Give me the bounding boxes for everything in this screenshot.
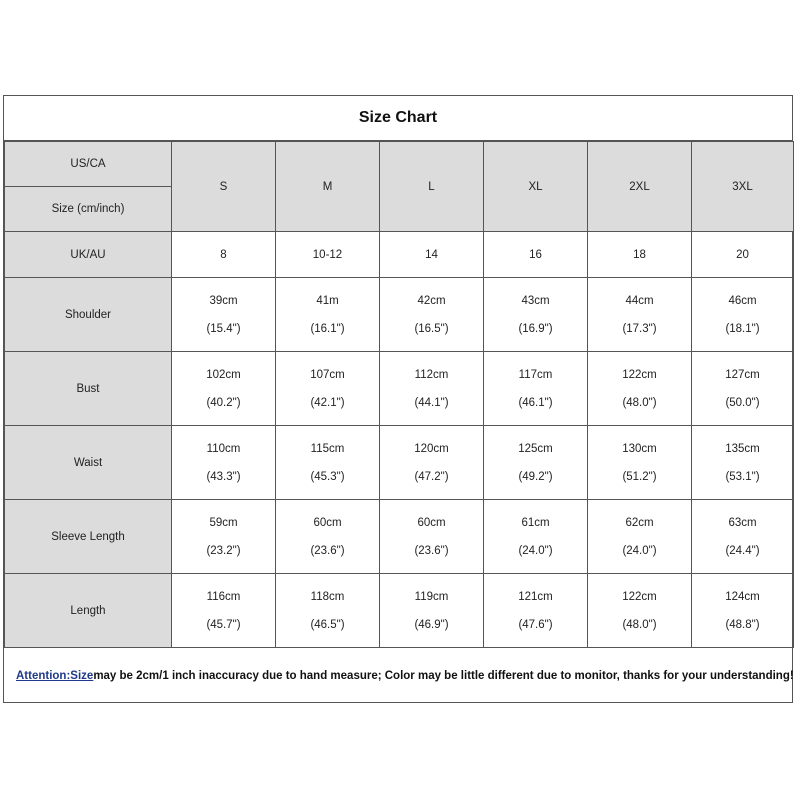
uk-au-value: 10-12 xyxy=(276,232,380,278)
uk-au-value: 20 xyxy=(692,232,794,278)
measurement-row xyxy=(5,426,794,500)
measurement-cell xyxy=(692,500,794,574)
measurement-cell xyxy=(484,278,588,352)
measurement-cell xyxy=(380,574,484,648)
inch-value: (42.1") xyxy=(310,396,345,409)
inch-value: (49.2") xyxy=(518,470,553,483)
measurement-cell xyxy=(380,426,484,500)
measurement-cell xyxy=(380,278,484,352)
measurement-cell xyxy=(380,352,484,426)
inch-value: (43.3") xyxy=(206,470,241,483)
chart-title: Size Chart xyxy=(4,96,792,141)
size-header-xl: XL xyxy=(484,142,588,232)
cm-value: 125cm xyxy=(518,442,553,455)
measurement-cell xyxy=(172,574,276,648)
cm-value: 112cm xyxy=(414,368,449,381)
inch-value: (23.6") xyxy=(414,544,449,557)
cm-value: 124cm xyxy=(725,590,760,603)
measurement-row xyxy=(5,574,794,648)
measurement-cell xyxy=(276,500,380,574)
inch-value: (24.4") xyxy=(725,544,760,557)
measurement-label: Shoulder xyxy=(5,278,172,352)
measurement-row xyxy=(5,500,794,574)
size-table xyxy=(4,141,794,648)
cm-value: 115cm xyxy=(310,442,345,455)
inch-value: (46.5") xyxy=(310,618,345,631)
cm-value: 135cm xyxy=(725,442,760,455)
uk-au-value: 18 xyxy=(588,232,692,278)
inch-value: (46.9") xyxy=(414,618,449,631)
uk-au-value: 16 xyxy=(484,232,588,278)
cm-value: 117cm xyxy=(518,368,553,381)
measurement-cell xyxy=(692,352,794,426)
inch-value: (45.3") xyxy=(310,470,345,483)
inch-value: (40.2") xyxy=(206,396,241,409)
measurement-cell xyxy=(484,352,588,426)
measurement-cell xyxy=(276,426,380,500)
measurement-label: Length xyxy=(5,574,172,648)
measurement-cell xyxy=(172,352,276,426)
inch-value: (18.1") xyxy=(725,322,760,335)
inch-value: (53.1") xyxy=(725,470,760,483)
cm-value: 39cm xyxy=(209,294,238,307)
cm-value: 119cm xyxy=(414,590,449,603)
cm-value: 60cm xyxy=(417,516,446,529)
cm-value: 107cm xyxy=(310,368,345,381)
measurement-cell xyxy=(588,278,692,352)
cm-value: 110cm xyxy=(206,442,241,455)
inch-value: (45.7") xyxy=(206,618,241,631)
inch-value: (16.1") xyxy=(310,322,345,335)
size-unit-label: Size (cm/inch) xyxy=(5,187,172,232)
uk-au-value: 14 xyxy=(380,232,484,278)
cm-value: 59cm xyxy=(209,516,238,529)
size-header-s: S xyxy=(172,142,276,232)
measurement-cell xyxy=(380,500,484,574)
cm-value: 127cm xyxy=(725,368,760,381)
inch-value: (17.3") xyxy=(622,322,657,335)
cm-value: 118cm xyxy=(310,590,345,603)
attention-note xyxy=(4,647,792,704)
uk-au-label: UK/AU xyxy=(5,232,172,278)
cm-value: 43cm xyxy=(521,294,550,307)
size-header-3xl: 3XL xyxy=(692,142,794,232)
measurement-cell xyxy=(692,574,794,648)
measurement-row xyxy=(5,278,794,352)
inch-value: (48.0") xyxy=(622,618,657,631)
cm-value: 60cm xyxy=(313,516,342,529)
inch-value: (46.1") xyxy=(518,396,553,409)
attention-label: Attention:Size xyxy=(16,669,94,682)
cm-value: 122cm xyxy=(622,368,657,381)
uk-au-value: 8 xyxy=(172,232,276,278)
inch-value: (23.2") xyxy=(206,544,241,557)
inch-value: (15.4") xyxy=(206,322,241,335)
measurement-label: Bust xyxy=(5,352,172,426)
cm-value: 116cm xyxy=(206,590,241,603)
inch-value: (50.0") xyxy=(725,396,760,409)
us-ca-label: US/CA xyxy=(5,142,172,187)
measurement-cell xyxy=(172,278,276,352)
measurement-cell xyxy=(484,500,588,574)
attention-text: may be 2cm/1 inch inaccuracy due to hand measure; Color may be little different due to monitor, thanks for your understanding! xyxy=(93,669,794,682)
cm-value: 122cm xyxy=(622,590,657,603)
measurement-cell xyxy=(276,278,380,352)
measurement-label: Sleeve Length xyxy=(5,500,172,574)
cm-value: 120cm xyxy=(414,442,449,455)
measurement-cell xyxy=(276,574,380,648)
inch-value: (48.8") xyxy=(725,618,760,631)
inch-value: (16.5") xyxy=(414,322,449,335)
size-header-l: L xyxy=(380,142,484,232)
cm-value: 44cm xyxy=(625,294,654,307)
measurement-cell xyxy=(692,426,794,500)
inch-value: (51.2") xyxy=(622,470,657,483)
inch-value: (47.6") xyxy=(518,618,553,631)
measurement-cell xyxy=(588,574,692,648)
measurement-cell xyxy=(588,500,692,574)
measurement-label: Waist xyxy=(5,426,172,500)
measurement-cell xyxy=(588,352,692,426)
inch-value: (23.6") xyxy=(310,544,345,557)
cm-value: 63cm xyxy=(728,516,757,529)
inch-value: (24.0") xyxy=(518,544,553,557)
measurement-cell xyxy=(692,278,794,352)
measurement-cell xyxy=(172,500,276,574)
cm-value: 121cm xyxy=(518,590,553,603)
inch-value: (44.1") xyxy=(414,396,449,409)
cm-value: 62cm xyxy=(625,516,654,529)
cm-value: 42cm xyxy=(417,294,446,307)
inch-value: (48.0") xyxy=(622,396,657,409)
inch-value: (16.9") xyxy=(518,322,553,335)
measurement-cell xyxy=(484,574,588,648)
cm-value: 102cm xyxy=(206,368,241,381)
cm-value: 61cm xyxy=(521,516,550,529)
inch-value: (47.2") xyxy=(414,470,449,483)
cm-value: 130cm xyxy=(622,442,657,455)
measurement-cell xyxy=(484,426,588,500)
inch-value: (24.0") xyxy=(622,544,657,557)
measurement-cell xyxy=(172,426,276,500)
measurement-cell xyxy=(276,352,380,426)
size-header-m: M xyxy=(276,142,380,232)
measurement-row xyxy=(5,352,794,426)
cm-value: 41m xyxy=(316,294,339,307)
measurement-cell xyxy=(588,426,692,500)
cm-value: 46cm xyxy=(728,294,757,307)
size-chart xyxy=(3,95,793,703)
size-header-2xl: 2XL xyxy=(588,142,692,232)
